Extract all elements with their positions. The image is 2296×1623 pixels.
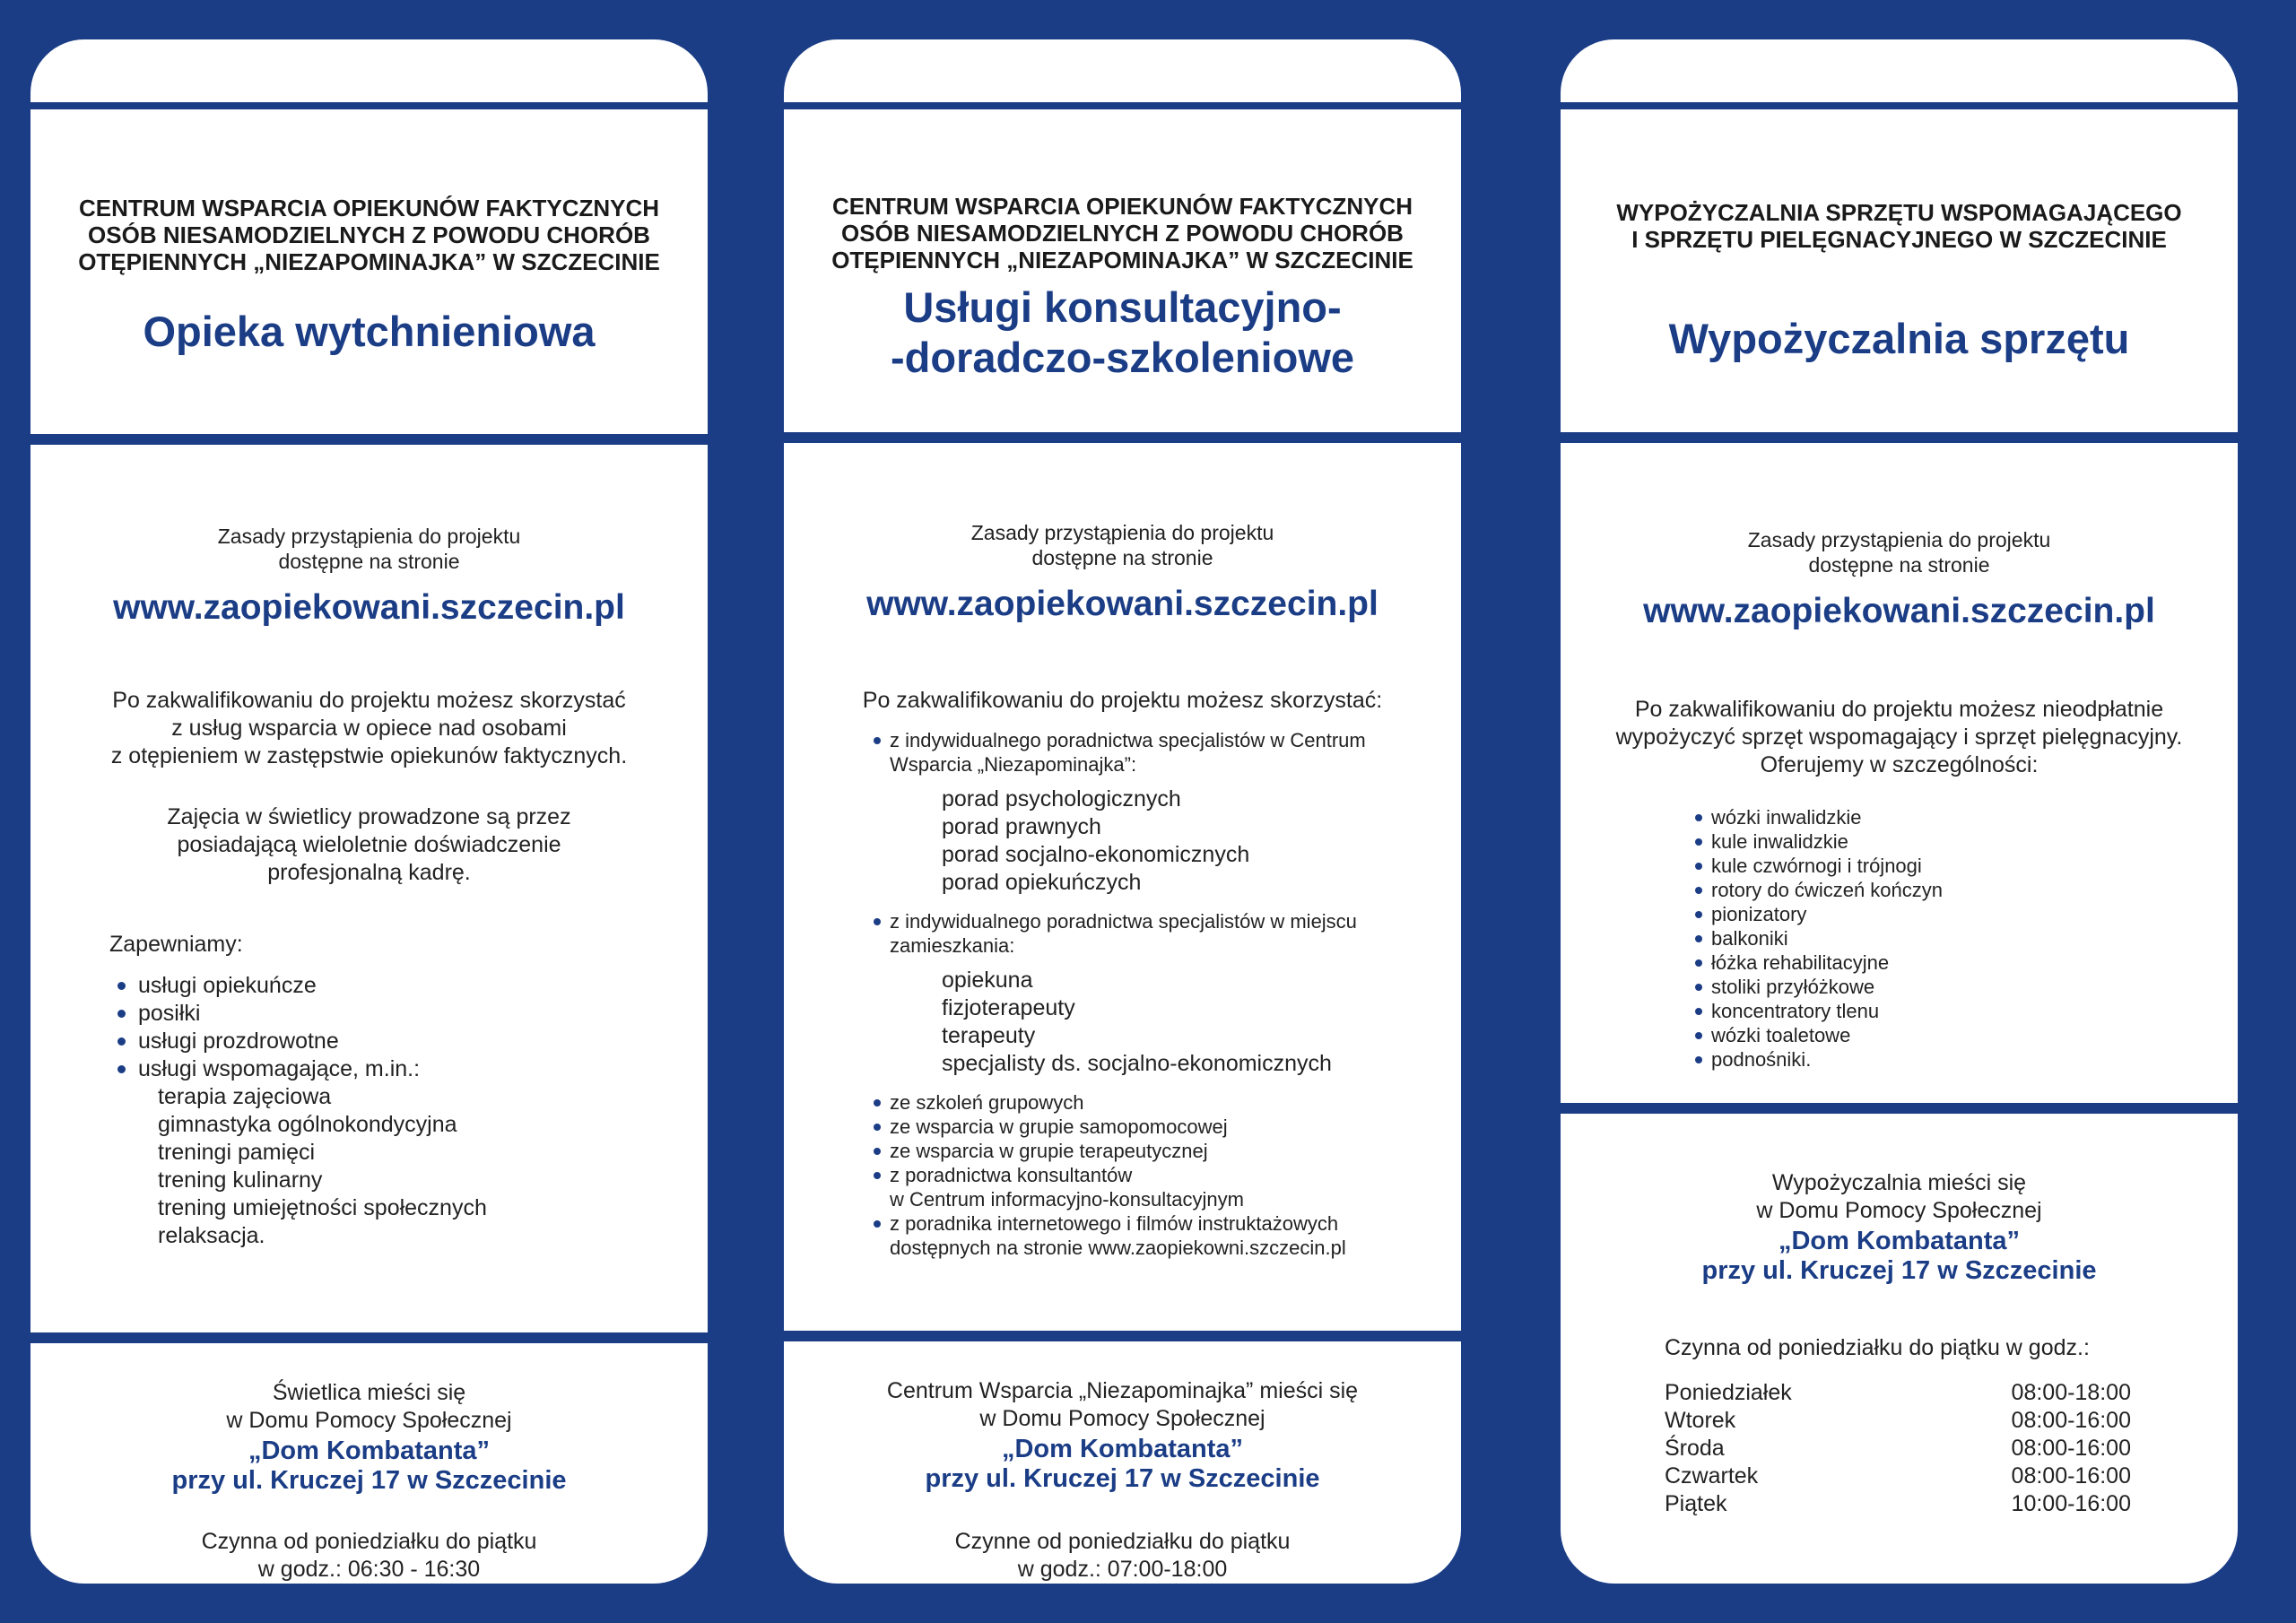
header-block: [784, 109, 1461, 432]
location-address: „Dom Kombatanta” przy ul. Kruczej 17 w Szczecinie: [1701, 1227, 2097, 1285]
list-item: stoliki przyłóżkowe: [1692, 975, 1943, 999]
list-item: posiłki: [113, 1000, 487, 1028]
panel-top-cap: [1561, 39, 2238, 102]
list-item: porad opiekuńczych: [942, 870, 1142, 895]
list-item: podnośniki.: [1692, 1047, 1943, 1072]
provide-label: Zapewniamy:: [109, 932, 243, 957]
rules-text: Zasady przystąpienia do projektu dostępne na stronie: [217, 525, 521, 573]
list-item: łóżka rehabilitacyjne: [1692, 950, 1943, 975]
list-item: ze wsparcia w grupie samopomocowej: [870, 1115, 1443, 1139]
panel-respite-care: [30, 39, 708, 1584]
website-link[interactable]: www.zaopiekowani.szczecin.pl: [1643, 592, 2155, 630]
panel-top-cap: [30, 39, 708, 102]
content-block: [30, 445, 708, 1332]
content-block: [784, 443, 1461, 1331]
rules-text: Zasady przystąpienia do projektu dostępne na stronie: [1747, 528, 2051, 577]
list-item: trening kulinarny: [158, 1167, 323, 1193]
list-item: terapia zajęciowa: [158, 1084, 332, 1109]
location-address: „Dom Kombatanta” przy ul. Kruczej 17 w Szczecinie: [925, 1435, 1320, 1493]
services-list: [870, 728, 1443, 1260]
hours-row: Wtorek 08:00-16:00: [1665, 1408, 2131, 1433]
website-link[interactable]: www.zaopiekowani.szczecin.pl: [866, 585, 1378, 623]
rules-text: Zasady przystąpienia do projektu dostępne na stronie: [970, 521, 1274, 569]
hours-row: Czwartek 08:00-16:00: [1665, 1463, 2131, 1488]
website-link[interactable]: www.zaopiekowani.szczecin.pl: [113, 588, 625, 627]
list-item: z indywidualnego poradnictwa specjalistów w miejscu zamieszkania:: [870, 909, 1443, 958]
header-block: [30, 109, 708, 434]
section-title: Opieka wytchnieniowa: [143, 308, 596, 355]
list-item: usługi prozdrowotne: [113, 1028, 487, 1055]
list-item: usługi opiekuńcze: [113, 972, 487, 1000]
list-item: terapeuty: [942, 1023, 1036, 1048]
list-item: koncentratory tlenu: [1692, 999, 1943, 1023]
opening-hours-label: Czynna od poniedziałku do piątku w godz.:: [1665, 1335, 2090, 1360]
hours-row: Środa 08:00-16:00: [1665, 1436, 2131, 1461]
location-text: Świetlica mieści się w Domu Pomocy Społecznej: [226, 1380, 512, 1433]
opening-hours-table: [1665, 1379, 2131, 1518]
section-title: Usługi konsultacyjno- -doradczo-szkoleniowe: [890, 283, 1355, 381]
panel-consulting-services: [784, 39, 1461, 1584]
list-item: fizjoterapeuty: [942, 995, 1075, 1020]
location-address: „Dom Kombatanta” przy ul. Kruczej 17 w Szczecinie: [171, 1436, 567, 1495]
list-item: balkoniki: [1692, 926, 1943, 950]
services-list: [113, 972, 487, 1250]
list-item: treningi pamięci: [158, 1140, 316, 1165]
content-block: [1561, 443, 2238, 1103]
location-text: Centrum Wsparcia „Niezapominajka” mieści się w Domu Pomocy Społecznej: [886, 1378, 1359, 1431]
location-block: [784, 1341, 1461, 1584]
list-item: ze wsparcia w grupie terapeutycznej: [870, 1139, 1443, 1163]
header-block: [1561, 109, 2238, 432]
opening-hours: Czynna od poniedziałku do piątku w godz.: 06:30 - 16:30: [201, 1529, 537, 1582]
club-text: Zajęcia w świetlicy prowadzone są przez posiadającą wieloletnie doświadczenie profesjonalną kadrę.: [167, 804, 571, 885]
list-item: gimnastyka ogólnokondycyjna: [158, 1112, 457, 1137]
list-item: z poradnictwa konsultantów w Centrum informacyjno-konsultacyjnym: [870, 1163, 1443, 1211]
location-block: [30, 1343, 708, 1584]
list-item: specjalisty ds. socjalno-ekonomicznych: [942, 1051, 1332, 1076]
list-item: wózki inwalidzkie: [1692, 805, 1943, 829]
intro-text: Po zakwalifikowaniu do projektu możesz nieodpłatnie wypożyczyć sprzęt wspomagający i sprzęt pielęgnacyjny. Oferujemy w szczególności:: [1615, 697, 2183, 777]
panel-equipment-rental: [1561, 39, 2238, 1584]
panel-top-cap: [784, 39, 1461, 102]
list-item: kule czwórnogi i trójnogi: [1692, 854, 1943, 878]
list-item: opiekuna: [942, 968, 1033, 993]
list-item: ze szkoleń grupowych: [870, 1090, 1443, 1115]
opening-hours: Czynne od poniedziałku do piątku w godz.: 07:00-18:00: [954, 1529, 1291, 1582]
organization-name: CENTRUM WSPARCIA OPIEKUNÓW FAKTYCZNYCH OSÓB NIESAMODZIELNYCH Z POWODU CHORÓB OTĘPIENNYCH „NIEZAPOMINAJKA” W SZCZECINIE: [78, 195, 660, 275]
hours-row: Piątek 10:00-16:00: [1665, 1491, 2131, 1516]
list-item: usługi wspomagające, m.in.:: [113, 1055, 487, 1083]
list-item: kule inwalidzkie: [1692, 829, 1943, 854]
equipment-list: [1692, 805, 1943, 1072]
list-item: porad prawnych: [942, 814, 1101, 839]
list-item: porad psychologicznych: [942, 786, 1181, 812]
organization-name: CENTRUM WSPARCIA OPIEKUNÓW FAKTYCZNYCH OSÓB NIESAMODZIELNYCH Z POWODU CHORÓB OTĘPIENNYCH „NIEZAPOMINAJKA” W SZCZECINIE: [831, 193, 1413, 273]
location-text: Wypożyczalnia mieści się w Domu Pomocy Społecznej: [1756, 1170, 2042, 1223]
hours-row: Poniedziałek 08:00-18:00: [1665, 1380, 2131, 1405]
intro-text: Po zakwalifikowaniu do projektu możesz skorzystać z usług wsparcia w opiece nad osobami z otępieniem w zastępstwie opiekunów faktycznych.: [110, 688, 628, 768]
section-title: Wypożyczalnia sprzętu: [1668, 315, 2130, 362]
list-item: porad socjalno-ekonomicznych: [942, 842, 1250, 867]
list-item: z poradnika internetowego i filmów instruktażowych dostępnych na stronie www.zaopiekowni.szczecin.pl: [870, 1211, 1443, 1260]
list-item: z indywidualnego poradnictwa specjalistów w Centrum Wsparcia „Niezapominajka”:: [870, 728, 1443, 777]
list-item: trening umiejętności społecznych: [158, 1195, 487, 1220]
list-item: rotory do ćwiczeń kończyn: [1692, 878, 1943, 902]
location-block: [1561, 1114, 2238, 1584]
list-item: wózki toaletowe: [1692, 1023, 1943, 1047]
organization-name: WYPOŻYCZALNIA SPRZĘTU WSPOMAGAJĄCEGO I SPRZĘTU PIELĘGNACYJNEGO W SZCZECINIE: [1616, 199, 2182, 253]
intro-text: Po zakwalifikowaniu do projektu możesz skorzystać:: [862, 688, 1383, 713]
list-item: relaksacja.: [158, 1223, 265, 1248]
list-item: pionizatory: [1692, 902, 1943, 926]
